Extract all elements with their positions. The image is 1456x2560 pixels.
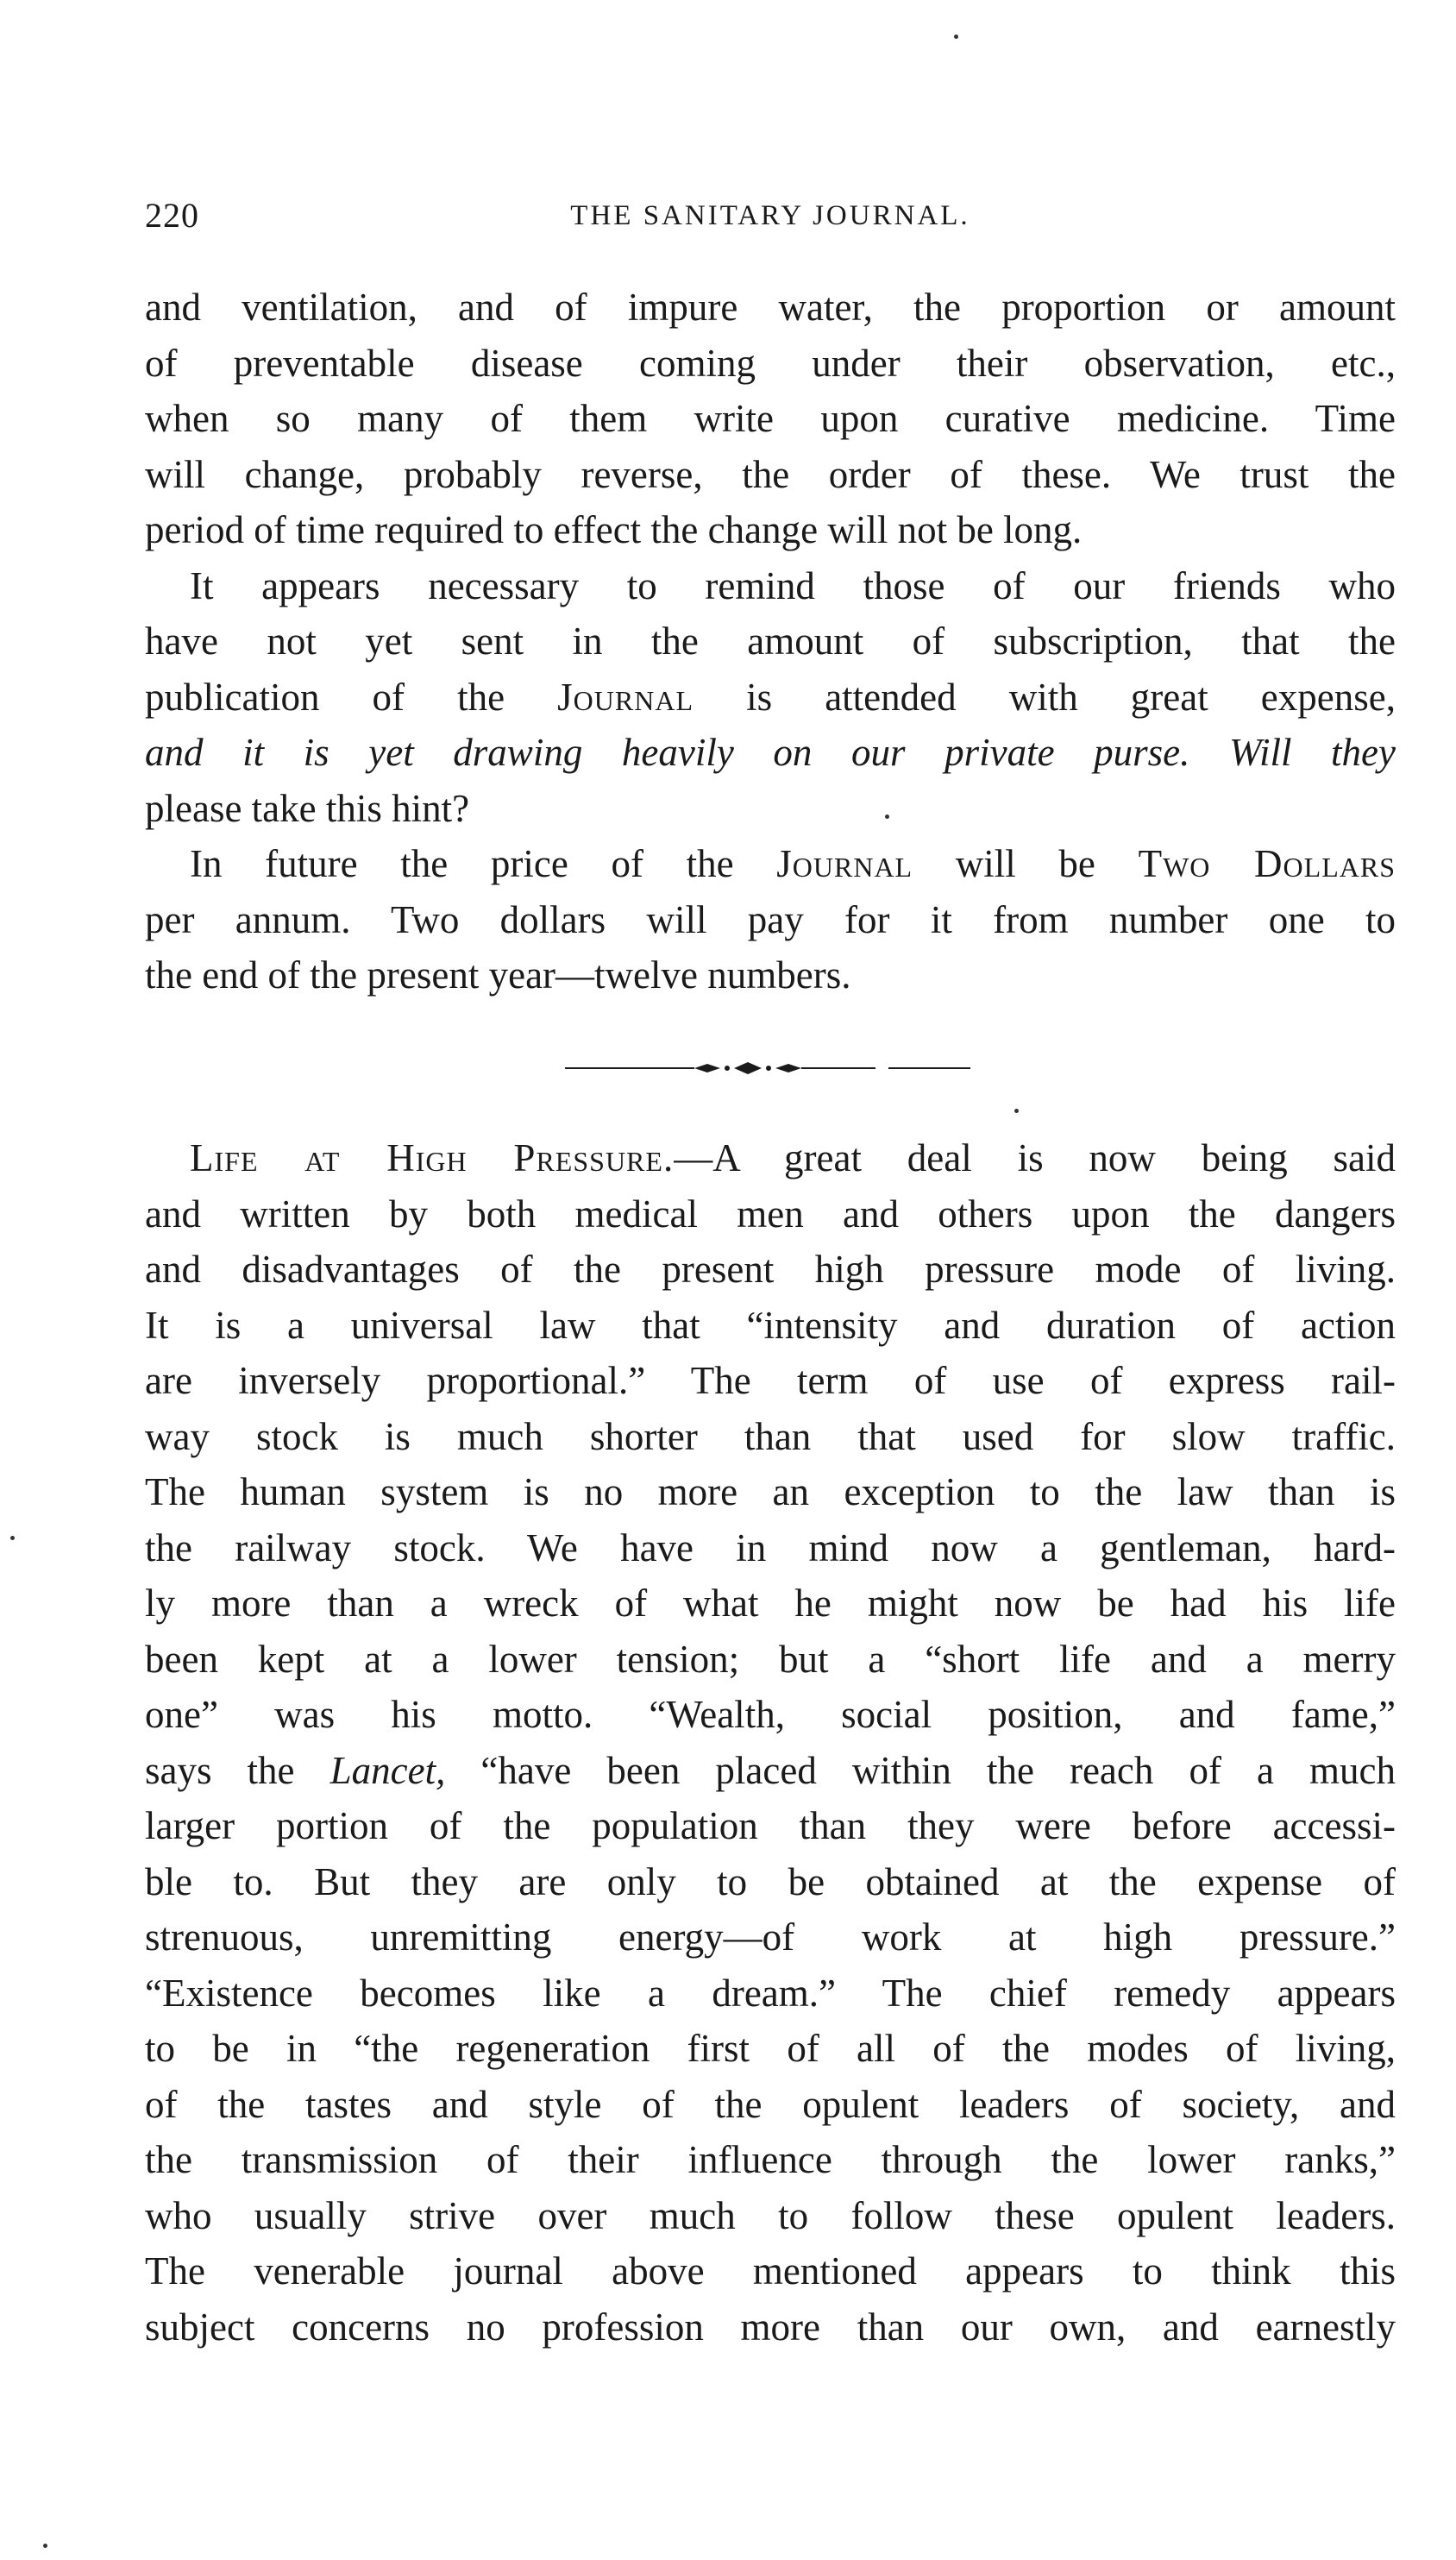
price-small-caps: Two Dollars — [1138, 842, 1396, 885]
text-line: ly more than a wreck of what he might now be had his life — [145, 1582, 1396, 1625]
text-line: will change, probably reverse, the order of these. We trust the — [145, 452, 1396, 496]
text-line — [145, 836, 1396, 892]
text-line: and written by both medical men and others upon the dangers — [145, 1192, 1396, 1236]
subscription-notice — [145, 280, 1396, 1003]
section-divider — [565, 1060, 970, 1077]
text-run: will be — [913, 842, 1139, 885]
text-line: It appears necessary to remind those of our friends who — [190, 563, 1396, 607]
text-line: The human system is no more an exception to the law than is — [145, 1470, 1396, 1513]
text-line: of the tastes and style of the opulent leaders of society, and — [145, 2082, 1396, 2126]
text-line: who usually strive over much to follow these opulent leaders. — [145, 2193, 1396, 2237]
text-run: In future the price of the — [190, 842, 777, 885]
print-speck — [43, 2544, 47, 2548]
lancet-italic: Lancet, — [329, 1748, 446, 1792]
text-line: are inversely proportional.” The term of use of express rail- — [145, 1359, 1396, 1402]
text-line: subject concerns no profession more than our own, and earnestly — [145, 2305, 1396, 2349]
text-line — [145, 1130, 1396, 1186]
text-line — [145, 1743, 1396, 1799]
text-run: is attended with great expense, — [693, 675, 1396, 719]
text-line: when so many of them write upon curative medicine. Time — [145, 397, 1396, 440]
print-speck — [10, 1536, 15, 1540]
article-heading: Life at High Pressure. — [190, 1136, 675, 1179]
text-line: period of time required to effect the change will not be long. — [145, 508, 1083, 551]
text-line: to be in “the regeneration first of all of the modes of living, — [145, 2027, 1396, 2070]
text-run: “have been placed within the reach of a much — [445, 1748, 1396, 1792]
running-head: THE SANITARY JOURNAL. — [570, 200, 970, 231]
text-line: and ventilation, and of impure water, the proportion or amount — [145, 286, 1396, 329]
print-speck — [954, 35, 958, 39]
text-line: ble to. But they are only to be obtained at the expense of — [145, 1859, 1396, 1903]
print-speck — [1014, 1109, 1019, 1113]
text-run: publication of the — [145, 675, 558, 719]
text-line: please take this hint? — [145, 786, 470, 830]
text-line: “Existence becomes like a dream.” The chief remedy appears — [145, 1971, 1396, 2015]
print-speck — [885, 815, 889, 819]
life-at-high-pressure-article — [145, 1130, 1396, 2355]
text-line: the transmission of their influence through the lower ranks,” — [145, 2138, 1396, 2181]
text-line: The venerable journal above mentioned appears to think this — [145, 2249, 1396, 2293]
text-line: of preventable disease coming under their observation, etc., — [145, 341, 1396, 385]
text-run: says the — [145, 1748, 330, 1792]
text-line: and it is yet drawing heavily on our private purse. Will they — [145, 731, 1396, 774]
text-line: one” was his motto. “Wealth, social position, and fame,” — [145, 1693, 1396, 1736]
text-run: —A great deal is now being said — [674, 1136, 1396, 1179]
text-line: have not yet sent in the amount of subscription, that the — [145, 620, 1396, 663]
page-header — [145, 195, 1396, 247]
text-line: the end of the present year—twelve numbers. — [145, 953, 851, 997]
text-line: the railway stock. We have in mind now a gentleman, hard- — [145, 1525, 1396, 1569]
text-line: per annum. Two dollars will pay for it from number one to — [145, 897, 1396, 941]
text-line: It is a universal law that “intensity and duration of action — [145, 1303, 1396, 1347]
text-line: strenuous, unremitting energy—of work at high pressure.” — [145, 1915, 1396, 1959]
text-line: way stock is much shorter than that used for slow traffic. — [145, 1414, 1396, 1458]
journal-small-caps: Journal — [776, 842, 913, 885]
text-line — [145, 670, 1396, 726]
page-number: 220 — [145, 196, 199, 235]
text-line: been kept at a lower tension; but a “short life and a merry — [145, 1637, 1396, 1681]
text-line: larger portion of the population than they were before accessi- — [145, 1804, 1396, 1847]
text-line: and disadvantages of the present high pressure mode of living. — [145, 1248, 1396, 1291]
journal-small-caps: Journal — [557, 675, 694, 719]
